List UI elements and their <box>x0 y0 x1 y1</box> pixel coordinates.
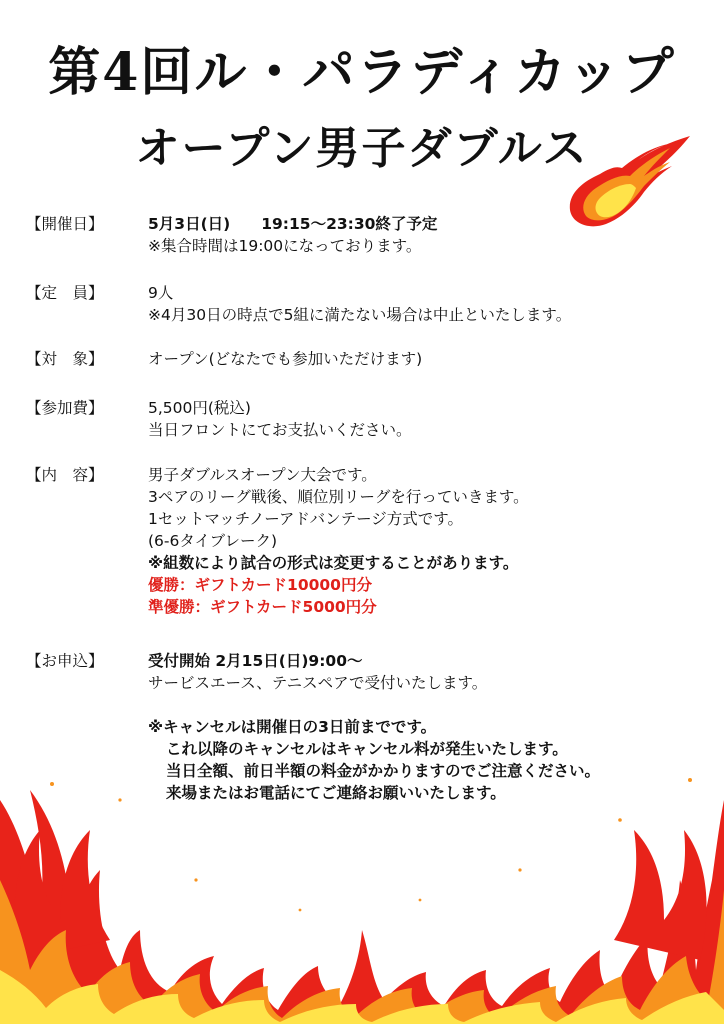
capacity-note: ※4月30日の時点で5組に満たない場合は中止といたします。 <box>148 306 572 324</box>
fee-label: 【参加費】 <box>26 399 104 417</box>
target-label: 【対 象】 <box>26 350 104 368</box>
content-label: 【内 容】 <box>26 466 104 484</box>
flames-decoration <box>0 760 724 1024</box>
fee-value: 5,500円(税込) <box>148 399 251 417</box>
capacity-value: 9人 <box>148 284 174 302</box>
poster-title: 第4回ル・パラディカップ <box>48 42 676 103</box>
content-note: ※組数により試合の形式は変更することがあります。 <box>148 554 519 572</box>
prize-winner: 優勝：ギフトカード10000円分 <box>148 576 372 594</box>
poster-subtitle: オープン男子ダブルス <box>135 123 589 174</box>
apply-start: 受付開始 2月15日(日)9:00〜 <box>148 652 363 670</box>
cancel-charge-note: 当日全額、前日半額の料金がかかりますのでご注意ください。 <box>166 762 601 780</box>
date-note: ※集合時間は19:00になっております。 <box>148 237 422 255</box>
capacity-label: 【定 員】 <box>26 284 104 302</box>
content-line-1: 男子ダブルスオープン大会です。 <box>148 466 377 484</box>
prize-runner-up: 準優勝：ギフトカード5000円分 <box>148 598 377 616</box>
target-value: オープン(どなたでも参加いただけます) <box>148 350 423 368</box>
apply-method: サービスエース、テニスペアで受付いたします。 <box>148 674 488 692</box>
cancel-policy: ※キャンセルは開催日の3日前までです。 <box>148 718 437 736</box>
date-label: 【開催日】 <box>26 215 104 233</box>
content-line-4: (6-6タイブレーク) <box>148 532 278 550</box>
cancel-contact-note: 来場またはお電話にてご連絡お願いいたします。 <box>166 784 506 802</box>
content-line-2: 3ペアのリーグ戦後、順位別リーグを行っていきます。 <box>148 488 529 506</box>
cancel-fee-note: これ以降のキャンセルはキャンセル料が発生いたします。 <box>166 740 568 758</box>
apply-label: 【お申込】 <box>26 652 104 670</box>
date-value: 5月3日(日) 19:15〜23:30終了予定 <box>148 215 438 233</box>
content-line-3: 1セットマッチノーアドバンテージ方式です。 <box>148 510 464 528</box>
fee-note: 当日フロントにてお支払いください。 <box>148 421 412 439</box>
